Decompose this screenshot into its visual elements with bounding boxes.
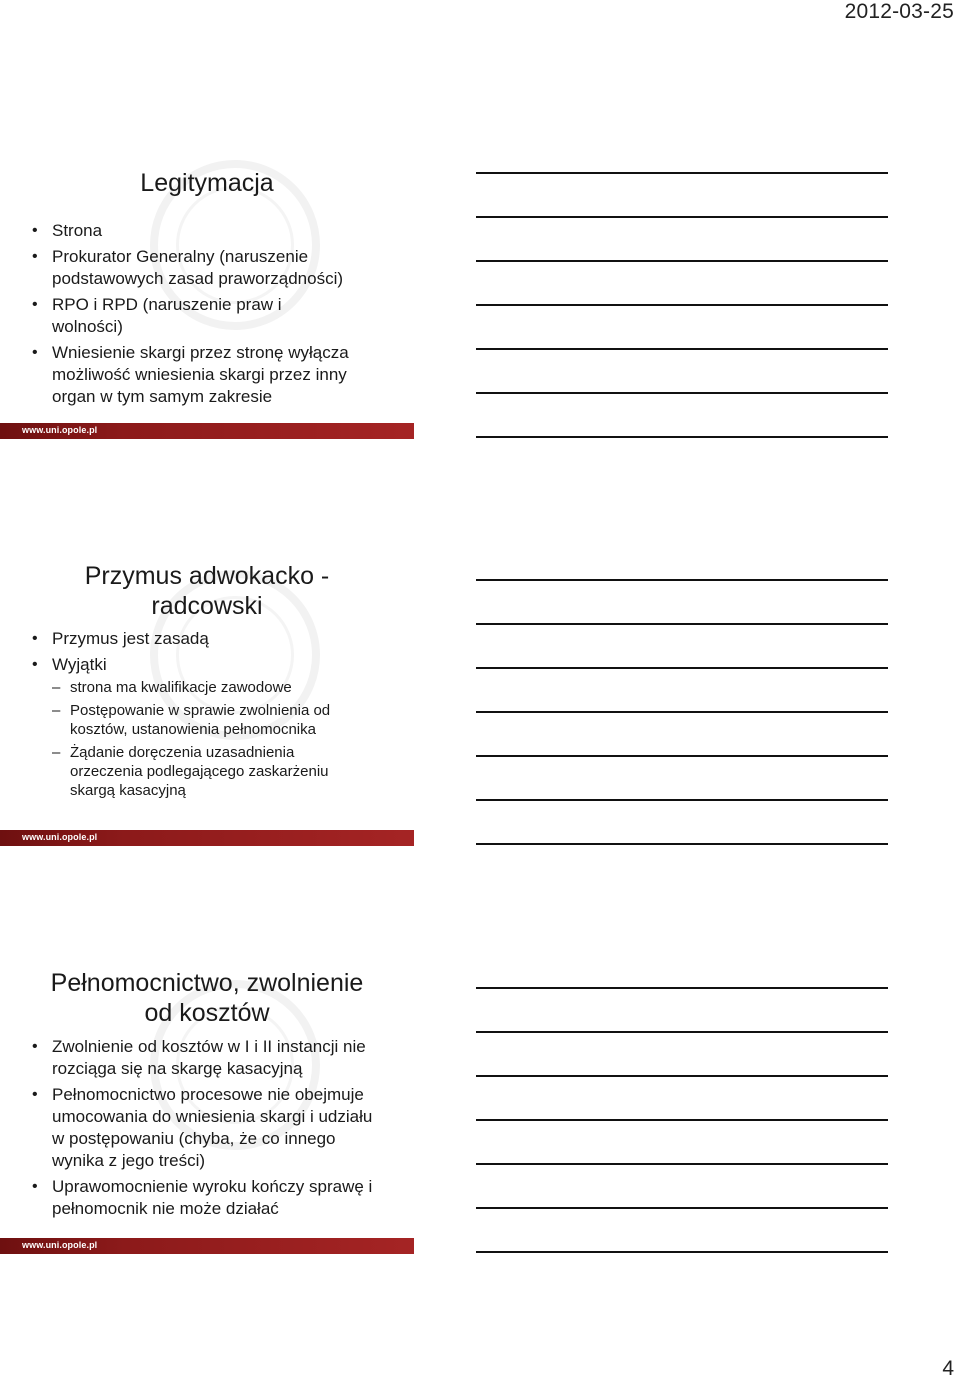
bullet-item: • Zwolnienie od kosztów w I i II instancji nie rozciąga się na skargę kasacyjną: [0, 1036, 414, 1080]
note-line: [476, 843, 888, 845]
bullet-list: [0, 220, 414, 412]
page-number: 4: [942, 1357, 954, 1380]
slide-title: Pełnomocnictwo, zwolnienie od kosztów: [50, 969, 364, 1027]
note-line: [476, 1163, 888, 1165]
note-line: [476, 392, 888, 394]
bullet-item: • Pełnomocnictwo procesowe nie obejmuje umocowania do wniesienia skargi i udziału w postępowaniu (chyba, że co innego wynika z jego treści): [0, 1084, 414, 1172]
slide-footer-bar: [0, 423, 414, 439]
bullet-item: • Uprawomocnienie wyroku kończy sprawę i pełnomocnik nie może działać: [0, 1176, 414, 1220]
bullet-list: [0, 628, 414, 804]
note-line: [476, 755, 888, 757]
slide-footer-bar: [0, 830, 414, 846]
note-line: [476, 216, 888, 218]
university-url: www.uni.opole.pl: [22, 832, 98, 842]
sub-bullet-item: – strona ma kwalifikacje zawodowe: [52, 678, 414, 697]
slide-title: Przymus adwokacko - radcowski: [84, 562, 330, 620]
slide-title: Legitymacja: [140, 169, 274, 197]
note-line: [476, 623, 888, 625]
sub-bullet-list: [52, 678, 414, 800]
note-line: [476, 1251, 888, 1253]
note-line: [476, 579, 888, 581]
bullet-item: [0, 654, 414, 800]
bullet-item: • Przymus jest zasadą: [0, 628, 414, 650]
note-line: [476, 304, 888, 306]
bullet-item: • RPO i RPD (naruszenie praw i wolności): [0, 294, 414, 338]
note-line: [476, 667, 888, 669]
note-line: [476, 172, 888, 174]
bullet-item: • Wniesienie skargi przez stronę wyłącza możliwość wniesienia skargi przez inny organ w tym samym zakresie: [0, 342, 414, 408]
note-line: [476, 348, 888, 350]
note-line: [476, 1119, 888, 1121]
bullet-item: • Prokurator Generalny (naruszenie podstawowych zasad praworządności): [0, 246, 414, 290]
note-line: [476, 436, 888, 438]
bullet-list: [0, 1036, 414, 1224]
note-line: [476, 1031, 888, 1033]
note-line: [476, 987, 888, 989]
note-line: [476, 799, 888, 801]
university-url: www.uni.opole.pl: [22, 425, 98, 435]
print-date: 2012-03-25: [844, 0, 954, 23]
slide-footer-bar: [0, 1238, 414, 1254]
bullet-item: • Strona: [0, 220, 414, 242]
note-line: [476, 1207, 888, 1209]
note-line: [476, 260, 888, 262]
sub-bullet-item: – Postępowanie w sprawie zwolnienia od kosztów, ustanowienia pełnomocnika: [52, 701, 414, 739]
university-url: www.uni.opole.pl: [22, 1240, 98, 1250]
note-line: [476, 711, 888, 713]
sub-bullet-item: – Żądanie doręczenia uzasadnienia orzeczenia podlegającego zaskarżeniu skargą kasacyjną: [52, 743, 414, 800]
note-line: [476, 1075, 888, 1077]
bullet-text: Wyjątki: [52, 655, 107, 674]
